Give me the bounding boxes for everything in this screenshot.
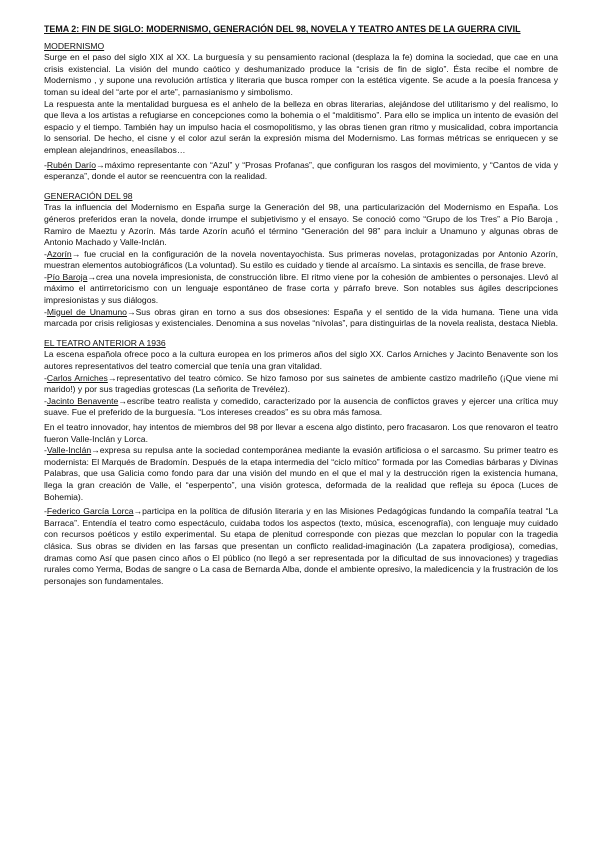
author-description: →escribe teatro realista y comedido, caracterizado por la ausencia de conflictos graves y ejercer una crítica muy suave. Fue el preferido de la burguesía. “Los intereses creados” es su obra más famosa. (44, 395, 558, 418)
author-entry-baroja: -Pío Baroja→crea una novela impresionista, de construcción libre. El ritmo viene por la cohesión de ambientes o personajes. Llevó al máximo el antirretoricismo con un lenguaje espontáneo de frase corta y párrafo breve. Son notables sus ágiles descripciones impresionistas y sus diálogos. (44, 271, 558, 306)
author-entry-dario: -Rubén Darío→máximo representante con “Azul” y “Prosas Profanas”, que configuran los rasgos del movimiento, y “Cantos de vida y esperanza”, donde el autor se reencuentra con la realidad. (44, 159, 558, 182)
section-heading-generacion: GENERACIÓN DEL 98 (44, 190, 133, 201)
document-title: TEMA 2: FIN DE SIGLO: MODERNISMO, GENERACIÓN DEL 98, NOVELA Y TEATRO ANTES DE LA GUERRA CIVIL (44, 24, 521, 34)
author-name: Jacinto Benavente (46, 395, 119, 406)
author-description: →expresa su repulsa ante la sociedad contemporánea mediante la evasión artificiosa o el sarcasmo. Su primer teatro es modernista: El Marqués de Bradomín. Después de la etapa intermedia del “ciclo mítico” formada por las Comedias bárbaras y Divinas Palabras, que usa Galicia como fondo para dar una visión del mundo en el que el mal y la destrucción rigen la existencia humana, llega la gran creación de Valle, el “esperpento”, una visión grotesca, deformada de la realidad que refleja su época (Luces de Bohemia). (44, 445, 558, 502)
paragraph: La escena española ofrece poco a la cultura europea en los primeros años del siglo XX. Carlos Arniches y Jacinto Benavente son los autores representativos del teatro comercial que tenía una gran vitalidad. (44, 349, 558, 372)
author-description: →crea una novela impresionista, de construcción libre. El ritmo viene por la cohesión de ambientes o personajes. Llevó al máximo el antirretoricismo con un lenguaje espontáneo de frase corta y párrafo breve. Son notables sus ágiles descripciones impresionistas y sus diálogos. (44, 271, 558, 306)
paragraph: Tras la influencia del Modernismo en España surge la Generación del 98, una particularización del Modernismo en España. Los géneros preferidos eran la novela, donde irrumpe el subjetivismo y el ensayo. Se conoció como “Grupo de los Tres” a Pío Baroja , Ramiro de Maeztu y Azorín. Más tarde Azorín acuñó el término “Generación del 98” para incluir a Unamuno y algunas obras de Antonio Machado y Valle-Inclán. (44, 202, 558, 248)
author-entry-benavente: -Jacinto Benavente→escribe teatro realista y comedido, caracterizado por la ausencia de conflictos graves y ejercer una crítica muy suave. Fue el preferido de la burguesía. “Los intereses creados” es su obra más famosa. (44, 395, 558, 418)
author-name: Azorín (46, 248, 72, 259)
author-entry-unamuno: -Miguel de Unamuno→Sus obras giran en torno a sus dos obsesiones: España y el sentido de la vida humana. Tiene una vida marcada por crisis religiosas y existenciales. Denomina a sus novelas “nívolas”, para distinguirlas de la novela realista, destaca Niebla. (44, 306, 558, 329)
paragraph: En el teatro innovador, hay intentos de miembros del 98 por llevar a escena algo distinto, pero fracasaron. Los que renovaron el teatro fueron Valle-Inclán y Lorca. (44, 422, 558, 444)
author-name: Rubén Darío (46, 159, 97, 170)
author-entry-valle: -Valle-Inclán→expresa su repulsa ante la sociedad contemporánea mediante la evasión artificiosa o el sarcasmo. Su primer teatro es modernista: El Marqués de Bradomín. Después de la etapa intermedia del “ciclo mítico” formada por las Comedias bárbaras y Divinas Palabras, que usa Galicia como fondo para dar una visión del mundo en el que el mal y la destrucción rigen la existencia humana, llega la gran creación de Valle, el “esperpento”, una visión grotesca, deformada de la realidad que refleja su época (Luces de Bohemia). (44, 445, 558, 502)
author-entry-arniches: -Carlos Arniches→representativo del teatro cómico. Se hizo famoso por sus sainetes de ambiente castizo madrileño (¡Que viene mi marido!) y por sus tragedias grotescas (La señorita de Trevélez). (44, 372, 558, 395)
author-name: Valle-Inclán (46, 445, 92, 456)
document-page (44, 24, 558, 587)
author-name: Federico García Lorca (46, 506, 134, 517)
author-description: →Sus obras giran en torno a sus dos obsesiones: España y el sentido de la vida humana. Tiene una vida marcada por crisis religiosas y existenciales. Denomina a sus novelas “nívolas”, para distinguirlas de la novela realista, destaca Niebla. (44, 306, 558, 329)
author-description: → fue crucial en la configuración de la novela noventayochista. Sus primeras novelas, protagonizadas por Antonio Azorín, muestran elementos autobiográficos (La voluntad). Su estilo es cuidado y tiende al arcaísmo. La sintaxis es sencilla, de frase breve. (44, 248, 558, 271)
author-description: →máximo representante con “Azul” y “Prosas Profanas”, que configuran los rasgos del movimiento, y “Cantos de vida y esperanza”, donde el autor se reencuentra con la realidad. (44, 159, 558, 182)
author-name: Carlos Arniches (46, 372, 108, 383)
section-heading-teatro: EL TEATRO ANTERIOR A 1936 (44, 337, 166, 348)
author-name: Miguel de Unamuno (46, 306, 127, 317)
section-heading-modernismo: MODERNISMO (44, 40, 105, 51)
author-entry-azorin: -Azorín→ fue crucial en la configuración de la novela noventayochista. Sus primeras novelas, protagonizadas por Antonio Azorín, muestran elementos autobiográficos (La voluntad). Su estilo es cuidado y tiende al arcaísmo. La sintaxis es sencilla, de frase breve. (44, 248, 558, 271)
author-description: →participa en la política de difusión literaria y en las Misiones Pedagógicas fundando la compañía teatral “La Barraca”. Entendía el teatro como espectáculo, cuidaba todos los aspectos (texto, música, escenografía), con lenguaje muy cuidado con recursos poéticos y estilo experimental. Su etapa de plenitud corresponde con piezas que mezclan lo popular con la tragedia clásica. Sus obras se dividen en las farsas que presentan un conflicto realidad-imaginación (La zapatera prodigiosa), comedias, dramas como Así que pasen cinco años o El público (no llegó a ser representada por la dificultad de sus innovaciones) y tragedias rurales como Yerma, Bodas de sangre o La casa de Bernarda Alba, donde el ambiente opresivo, la maledicencia y la frustración de los personajes son fundamentales. (44, 506, 558, 586)
author-name: Pío Baroja (46, 271, 88, 282)
author-entry-lorca: -Federico García Lorca→participa en la política de difusión literaria y en las Misiones Pedagógicas fundando la compañía teatral “La Barraca”. Entendía el teatro como espectáculo, cuidaba todos los aspectos (texto, música, escenografía), con lenguaje muy cuidado con recursos poéticos y estilo experimental. Su etapa de plenitud corresponde con piezas que mezclan lo popular con la tragedia clásica. Sus obras se dividen en las farsas que presentan un conflicto realidad-imaginación (La zapatera prodigiosa), comedias, dramas como Así que pasen cinco años o El público (no llegó a ser representada por la dificultad de sus innovaciones) y tragedias rurales como Yerma, Bodas de sangre o La casa de Bernarda Alba, donde el ambiente opresivo, la maledicencia y la frustración de los personajes son fundamentales. (44, 506, 558, 586)
paragraph: La respuesta ante la mentalidad burguesa es el anhelo de la belleza en obras literarias, alejándose del utilitarismo y del realismo, lo que lleva a los artistas a refugiarse en concepciones como la bohemia o el “malditismo”. Para ello se implica un intento de evasión del espacio y el tiempo. También hay un impulso hacia el cosmopolitismo, y las obras tienen gran ritmo y musicalidad, cobra importancia lo sensorial. De hecho, el cisne y el color azul serán la expresión misma del Modernismo. Las formas métricas se enriquecen y se emplean alejandrinos, eneasílabos… (44, 98, 558, 155)
paragraph: Surge en el paso del siglo XIX al XX. La burguesía y su pensamiento racional (desplaza la fe) domina la sociedad, que cae en una crisis existencial. La visión del mundo caótico y deshumanizado produce la “crisis de fin de siglo”. Ésta recibe el nombre de Modernismo , y supone una revolución artística y literaria que busca romper con la estética vigente. Se acude a la poesía francesa y toman su ideal del “arte por el arte”, parnasianismo y simbolismo. (44, 52, 558, 97)
author-description: →representativo del teatro cómico. Se hizo famoso por sus sainetes de ambiente castizo madrileño (¡Que viene mi marido!) y por sus tragedias grotescas (La señorita de Trevélez). (44, 372, 558, 395)
